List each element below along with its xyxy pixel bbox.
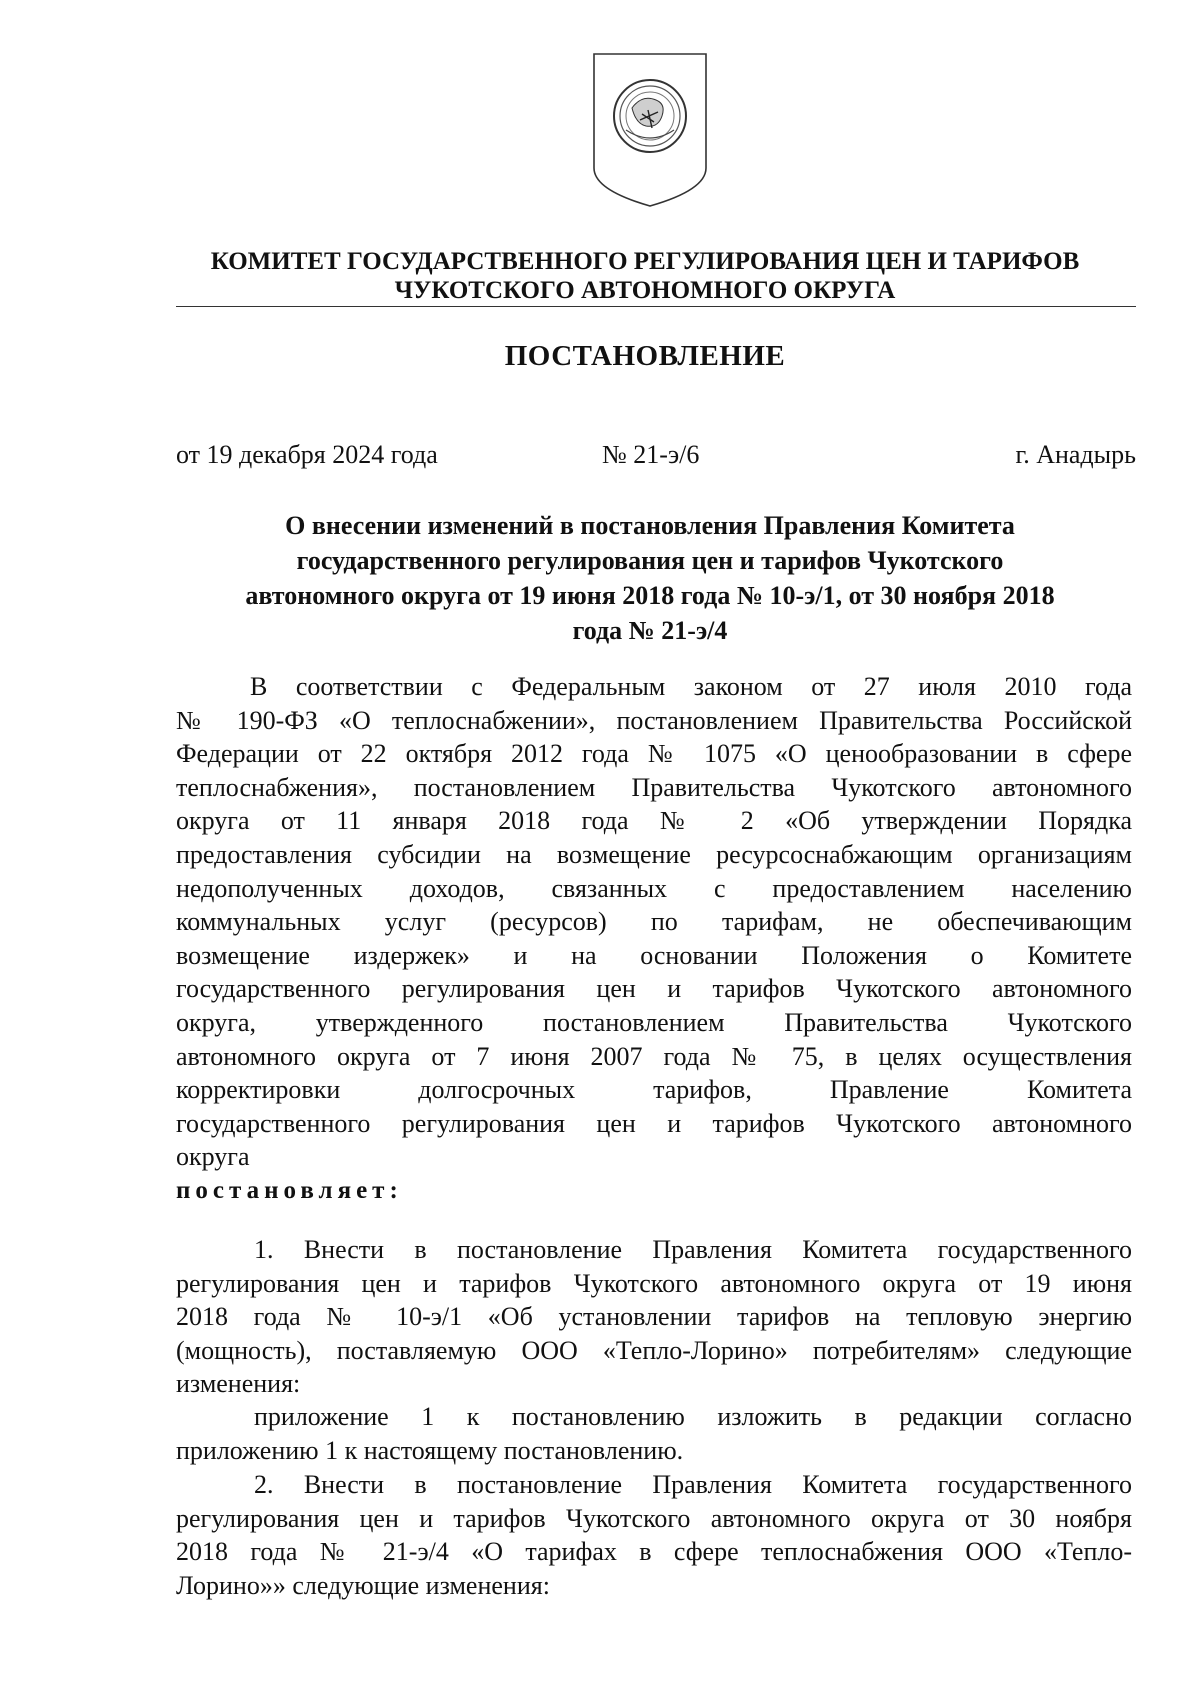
item-1-sub xyxy=(176,1400,1132,1467)
resolve-word: постановляет: xyxy=(176,1177,403,1204)
preamble-line: округа от 11 января 2018 года № 2 «Об утверждении Порядка xyxy=(176,806,1132,836)
item-2-line: регулирования цен и тарифов Чукотского автономного округа от 30 ноября xyxy=(176,1503,1132,1533)
item-1-sub-line: приложению 1 к настоящему постановлению. xyxy=(176,1435,684,1465)
item-1-sub-line: приложение 1 к постановлению изложить в редакции согласно xyxy=(254,1402,1132,1431)
document-type-title: ПОСТАНОВЛЕНИЕ xyxy=(504,340,786,372)
item-1-line: 2018 года № 10-э/1 «Об установлении тарифов на тепловую энергию xyxy=(176,1302,1132,1332)
org-name-line1: КОМИТЕТ ГОСУДАРСТВЕННОГО РЕГУЛИРОВАНИЯ ЦЕН И ТАРИФОВ xyxy=(210,248,1080,275)
item-2-line: 2018 года № 21-э/4 «О тарифах в сфере теплоснабжения ООО «Тепло- xyxy=(176,1537,1132,1567)
preamble-line: государственного регулирования цен и тарифов Чукотского автономного xyxy=(176,1108,1132,1138)
preamble-line: № 190-ФЗ «О теплоснабжении», постановлением Правительства Российской xyxy=(176,705,1132,735)
item-1-line: регулирования цен и тарифов Чукотского автономного округа от 19 июня xyxy=(176,1268,1132,1298)
preamble-line: теплоснабжения», постановлением Правительства Чукотского автономного xyxy=(176,772,1132,802)
preamble-line: коммунальных услуг (ресурсов) по тарифам, не обеспечивающим xyxy=(176,907,1132,937)
preamble-line: В соответствии с Федеральным законом от 27 июля 2010 года xyxy=(250,672,1132,701)
item-2-line: 2. Внести в постановление Правления Комитета государственного xyxy=(254,1470,1132,1499)
item-1-line: изменения: xyxy=(176,1369,301,1399)
item-2 xyxy=(176,1468,1132,1602)
item-1-line: 1. Внести в постановление Правления Комитета государственного xyxy=(254,1235,1132,1264)
item-1-line: (мощность), поставляемую ООО «Тепло-Лорино» потребителям» следующие xyxy=(176,1335,1132,1365)
document-subject xyxy=(170,508,1130,648)
preamble-line: корректировки долгосрочных тарифов, Правление Комитета xyxy=(176,1075,1132,1105)
item-2-line: Лорино»» следующие изменения: xyxy=(176,1570,550,1600)
document-date: от 19 декабря 2024 года xyxy=(176,440,438,469)
subject-line: государственного регулирования цен и тарифов Чукотского xyxy=(296,546,1004,575)
preamble-line: предоставления субсидии на возмещение ресурсоснабжающим организациям xyxy=(176,839,1132,869)
preamble-line: Федерации от 22 октября 2012 года № 1075 «О ценообразовании в сфере xyxy=(176,739,1132,769)
preamble-line: недополученных доходов, связанных с предоставлением населению xyxy=(176,873,1132,903)
preamble-line: округа xyxy=(176,1142,250,1172)
preamble-paragraph xyxy=(176,670,1132,1174)
subject-line: года № 21-э/4 xyxy=(572,616,728,645)
subject-line: О внесении изменений в постановления Правления Комитета xyxy=(285,511,1015,540)
preamble-line: государственного регулирования цен и тарифов Чукотского автономного xyxy=(176,974,1132,1004)
preamble-line: округа, утвержденного постановлением Правительства Чукотского xyxy=(176,1007,1132,1037)
preamble-line: возмещение издержек» и на основании Положения о Комитете xyxy=(176,940,1132,970)
subject-line: автономного округа от 19 июня 2018 года № 10-э/1, от 30 ноября 2018 xyxy=(245,581,1055,610)
document-city: г. Анадырь xyxy=(1015,440,1136,469)
preamble-line: автономного округа от 7 июня 2007 года № 75, в целях осуществления xyxy=(176,1041,1132,1071)
header-divider xyxy=(176,306,1136,307)
coat-of-arms-icon xyxy=(590,50,710,210)
document-number: № 21-э/6 xyxy=(602,440,700,469)
item-1 xyxy=(176,1233,1132,1401)
org-name-line2: ЧУКОТСКОГО АВТОНОМНОГО ОКРУГА xyxy=(394,277,896,304)
